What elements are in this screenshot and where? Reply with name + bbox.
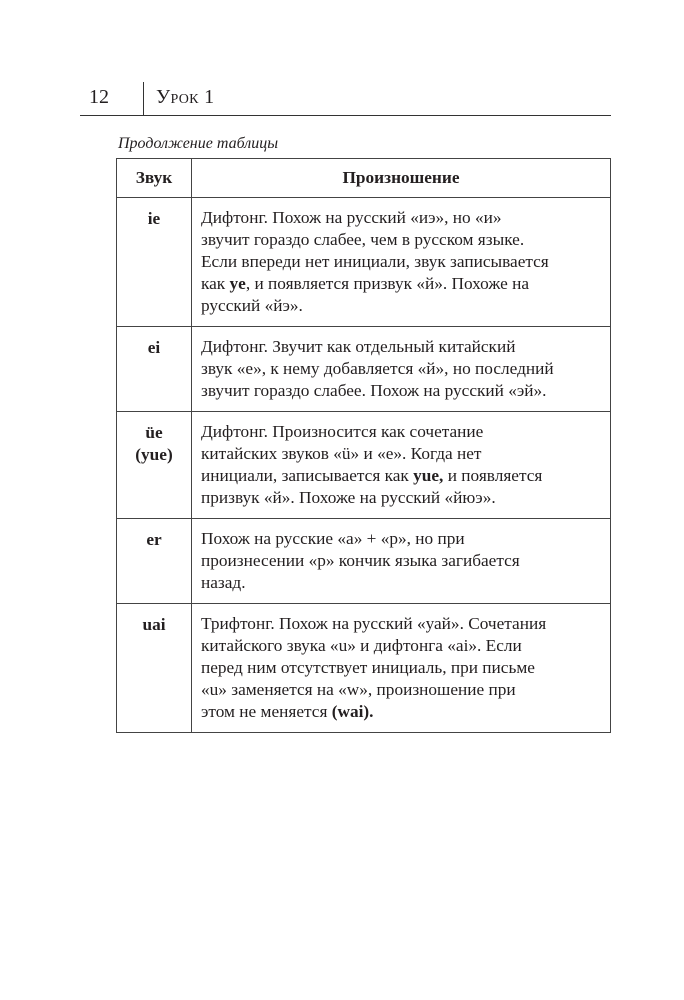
- text-line: [201, 528, 604, 550]
- table-row: [117, 198, 611, 327]
- text-line: [201, 657, 604, 679]
- header-rule: [80, 115, 611, 116]
- sound-cell: [117, 519, 192, 604]
- table-row: [117, 604, 611, 733]
- pronunciation-cell: [192, 604, 611, 733]
- sound-label: ei: [147, 338, 161, 357]
- table-caption: Продолжение таблицы: [118, 135, 279, 152]
- text-line: [201, 251, 604, 273]
- text-segment: китайского звука «u» и дифтонга «ai». Если: [201, 636, 522, 655]
- text-line: [201, 465, 604, 487]
- table-header-row: [117, 159, 611, 198]
- text-line: [201, 635, 604, 657]
- text-segment: инициали, записывается как: [201, 466, 414, 485]
- table-row: [117, 412, 611, 519]
- header-divider: [143, 82, 144, 115]
- pronunciation-cell: [192, 327, 611, 412]
- text-segment: этом не меняется: [201, 702, 332, 721]
- text-line: [201, 613, 604, 635]
- text-line: [201, 380, 604, 402]
- text-segment: , и появляется призвук «й». Похоже на: [245, 274, 530, 293]
- sound-label: er: [146, 530, 162, 549]
- text-segment: Дифтонг. Похож на русский «иэ», но «и»: [201, 208, 502, 227]
- text-segment: русский «йэ».: [201, 296, 303, 315]
- text-segment: и появляется: [443, 466, 543, 485]
- sound-cell: [117, 412, 192, 519]
- text-line: [201, 572, 604, 594]
- text-segment: назад.: [201, 573, 246, 592]
- sound-label: üe: [145, 423, 163, 442]
- pronunciation-cell: [192, 519, 611, 604]
- sound-cell: [117, 198, 192, 327]
- text-segment: Дифтонг. Звучит как отдельный китайский: [201, 337, 516, 356]
- text-line: [201, 358, 604, 380]
- bold-term: (wai).: [331, 702, 374, 721]
- sound-cell: [117, 327, 192, 412]
- text-segment: звук «е», к нему добавляется «й», но последний: [201, 359, 554, 378]
- text-segment: «u» заменяется на «w», произношение при: [201, 680, 516, 699]
- sound-label: uai: [142, 615, 166, 634]
- text-segment: Трифтонг. Похож на русский «уай». Сочетания: [201, 614, 547, 633]
- text-line: [201, 550, 604, 572]
- text-segment: Дифтонг. Произносится как сочетание: [201, 422, 484, 441]
- text-segment: перед ним отсутствует инициаль, при письме: [201, 658, 535, 677]
- text-line: [201, 443, 604, 465]
- text-segment: Похож на русские «а» + «р», но при: [201, 529, 465, 548]
- text-line: [201, 701, 604, 723]
- text-line: [201, 679, 604, 701]
- text-line: [201, 229, 604, 251]
- text-segment: Если впереди нет инициали, звук записывается: [201, 252, 549, 271]
- text-line: [201, 207, 604, 229]
- text-line: [201, 295, 604, 317]
- pronunciation-cell: [192, 412, 611, 519]
- text-segment: звучит гораздо слабее, чем в русском языке.: [201, 230, 525, 249]
- table-row: [117, 327, 611, 412]
- text-line: [201, 487, 604, 509]
- text-line: [201, 273, 604, 295]
- running-header-lesson: Урок 1: [156, 86, 215, 108]
- page-number: 12: [89, 86, 109, 108]
- text-line: [201, 421, 604, 443]
- sound-label: ie: [147, 209, 161, 228]
- text-segment: китайских звуков «ü» и «е». Когда нет: [201, 444, 482, 463]
- table-row: [117, 519, 611, 604]
- sound-label: (yue): [135, 445, 173, 464]
- text-segment: произнесении «р» кончик языка загибается: [201, 551, 520, 570]
- text-segment: призвук «й». Похоже на русский «йюэ».: [201, 488, 496, 507]
- text-line: [201, 336, 604, 358]
- text-segment: звучит гораздо слабее. Похож на русский «эй».: [201, 381, 547, 400]
- bold-term: yue,: [413, 466, 444, 485]
- text-segment: как: [201, 274, 230, 293]
- pronunciation-table: [116, 158, 611, 733]
- pronunciation-cell: [192, 198, 611, 327]
- header-pronunciation: Произношение: [192, 159, 611, 198]
- bold-term: ye: [229, 274, 246, 293]
- sound-cell: [117, 604, 192, 733]
- header-sound: Звук: [117, 159, 192, 198]
